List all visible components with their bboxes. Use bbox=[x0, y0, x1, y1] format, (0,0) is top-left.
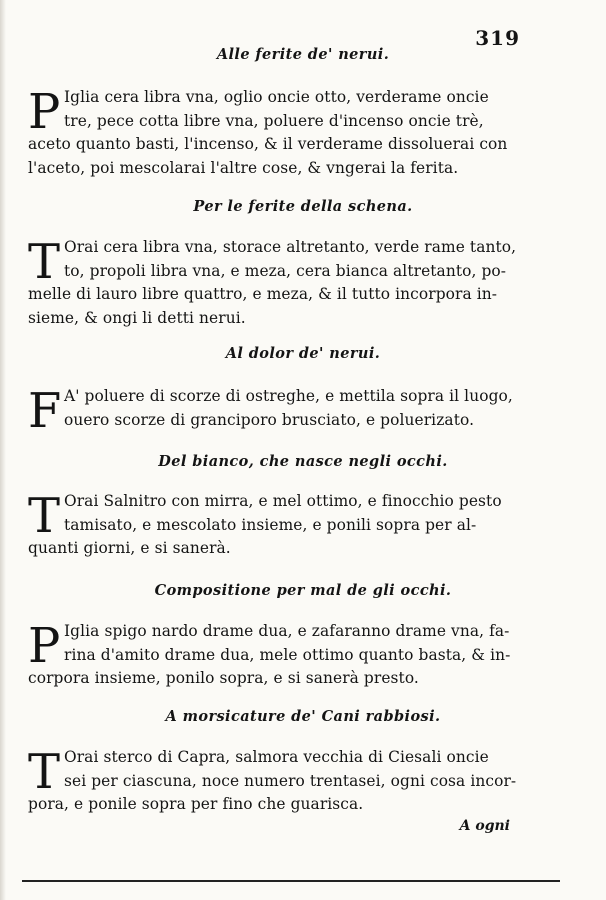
recipe-eye-remedy bbox=[28, 620, 530, 691]
section-heading-nerve-wounds: Alle ferite de' nerui. bbox=[216, 46, 390, 63]
text-line: tre, pece cotta libre vna, poluere d'incenso oncie trè, bbox=[64, 111, 484, 130]
text-line: l'aceto, poi mescolarai l'altre cose, & vngerai la ferita. bbox=[28, 158, 459, 177]
text-line: Orai cera libra vna, storace altretanto, verde rame tanto, bbox=[64, 238, 517, 256]
text-line: sei per ciascuna, noce numero trentasei, ogni cosa incor- bbox=[64, 771, 517, 790]
text-line: A' poluere di scorze di ostreghe, e mettila sopra il luogo, bbox=[64, 387, 513, 405]
catchword: A ogni bbox=[459, 818, 510, 834]
text-line: Iglia cera libra vna, oglio oncie otto, verderame oncie bbox=[64, 88, 489, 106]
text-line: tamisato, e mescolato insieme, e ponili sopra per al- bbox=[64, 515, 477, 534]
drop-cap: P bbox=[28, 84, 61, 140]
section-heading-eye-white: Del bianco, che nasce negli occhi. bbox=[158, 453, 448, 470]
text-line: Iglia spigo nardo drame dua, e zafaranno drame vna, fa- bbox=[64, 622, 510, 640]
section-heading-back-wounds: Per le ferite della schena. bbox=[193, 198, 413, 215]
drop-cap: T bbox=[28, 744, 61, 800]
section-heading-eye-remedy: Compositione per mal de gli occhi. bbox=[154, 582, 452, 599]
text-line: Orai sterco di Capra, salmora vecchia di Ciesali oncie bbox=[64, 748, 489, 766]
recipe-dog-bites bbox=[28, 746, 530, 817]
text-line: ouero scorze di granciporo brusciato, e poluerizato. bbox=[64, 410, 475, 429]
text-line: sieme, & ongi li detti nerui. bbox=[28, 308, 246, 327]
recipe-back-wounds bbox=[28, 236, 530, 330]
page-number: 319 bbox=[475, 26, 520, 50]
section-heading-nerve-pain: Al dolor de' nerui. bbox=[225, 345, 381, 362]
page-gutter-shadow bbox=[0, 0, 6, 900]
recipe-nerve-wounds bbox=[28, 86, 530, 180]
drop-cap: F bbox=[28, 383, 62, 439]
recipe-nerve-pain bbox=[28, 383, 530, 439]
text-line: Orai Salnitro con mirra, e mel ottimo, e finocchio pesto bbox=[64, 492, 502, 510]
text-line: pora, e ponile sopra per fino che guarisca. bbox=[28, 795, 364, 813]
drop-cap: P bbox=[28, 618, 61, 674]
recipe-eye-white bbox=[28, 490, 530, 561]
text-line: melle di lauro libre quattro, e meza, & il tutto incorpora in- bbox=[28, 285, 498, 303]
text-line: quanti giorni, e si sanerà. bbox=[28, 539, 231, 557]
text-line: corpora insieme, ponilo sopra, e si sanerà presto. bbox=[28, 669, 419, 687]
drop-cap: T bbox=[28, 488, 61, 544]
drop-cap: T bbox=[28, 234, 61, 290]
text-line: rina d'amito drame dua, mele ottimo quanto basta, & in- bbox=[64, 645, 511, 664]
text-line: to, propoli libra vna, e meza, cera bianca altretanto, po- bbox=[64, 261, 507, 280]
section-heading-dog-bites: A morsicature de' Cani rabbiosi. bbox=[165, 708, 441, 725]
text-line: aceto quanto basti, l'incenso, & il verderame dissoluerai con bbox=[28, 135, 508, 153]
page-bottom-edge bbox=[22, 880, 560, 882]
